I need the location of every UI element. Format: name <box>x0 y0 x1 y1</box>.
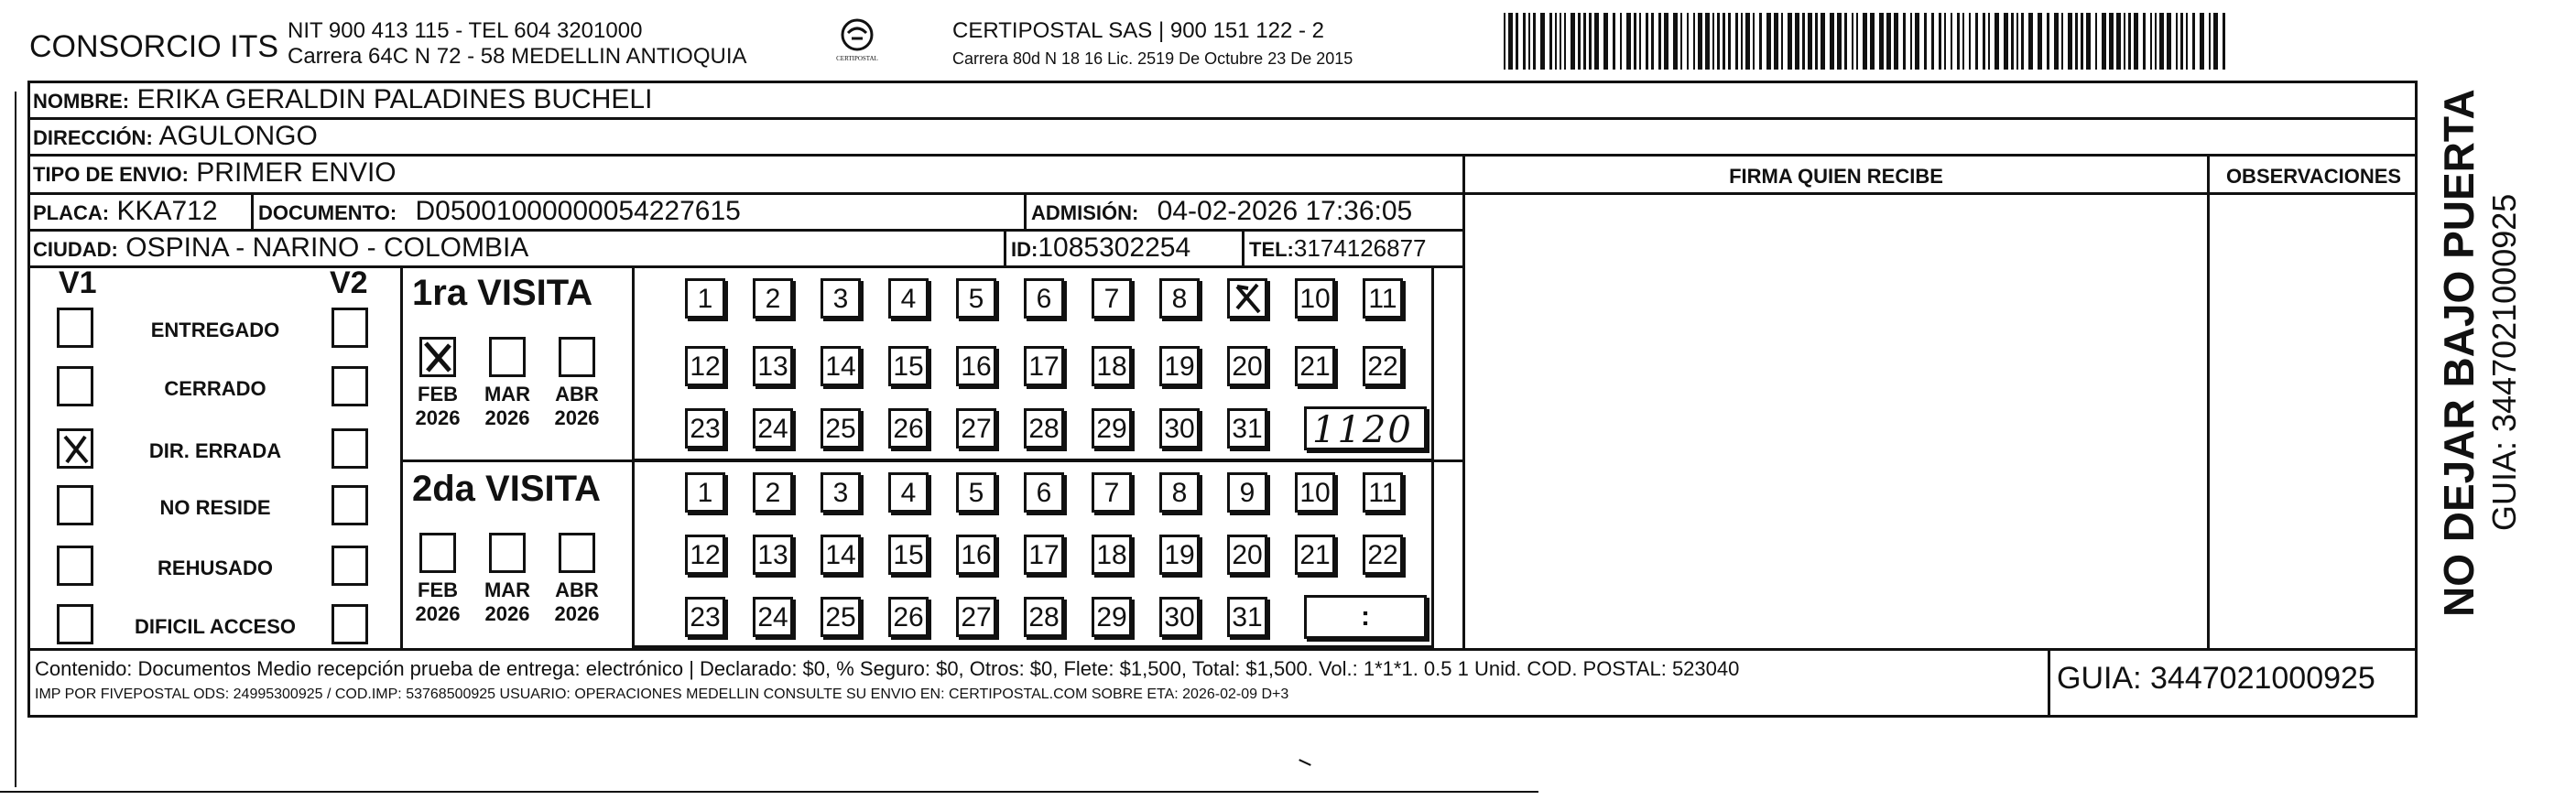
visit2-month-name: FEB <box>418 578 458 601</box>
v2-checkbox[interactable] <box>332 366 368 406</box>
visit2-day-box[interactable]: 7 <box>1092 472 1132 513</box>
nombre-row <box>33 86 652 114</box>
v1-checkbox[interactable] <box>57 485 93 525</box>
footer-guia: GUIA: 3447021000925 <box>2057 661 2375 696</box>
visit1-month-checkbox[interactable] <box>489 337 526 377</box>
visit2-day-box[interactable]: 19 <box>1159 535 1200 575</box>
visit1-month-year: 2026 <box>415 406 461 430</box>
v2-checkbox[interactable] <box>332 604 368 644</box>
visit1-day-box[interactable]: 17 <box>1024 346 1064 386</box>
visit2-day-box[interactable]: 18 <box>1092 535 1132 575</box>
company-name: CONSORCIO ITS <box>29 29 279 64</box>
visit2-day-box[interactable]: 2 <box>753 472 793 513</box>
visit1-day-box[interactable]: 8 <box>1159 278 1200 319</box>
visit1-day-box[interactable]: 29 <box>1092 408 1132 449</box>
company-address: Carrera 64C N 72 - 58 MEDELLIN ANTIOQUIA <box>288 44 747 69</box>
visit1-day-box[interactable]: 11 <box>1363 278 1403 319</box>
visit2-day-box[interactable]: 28 <box>1024 597 1064 637</box>
visit2-day-box[interactable]: 10 <box>1295 472 1335 513</box>
tel-row <box>1249 236 1427 260</box>
visit2-time-placeholder: : <box>1361 601 1370 632</box>
carrier-name: CERTIPOSTAL SAS | 900 151 122 - 2 <box>952 18 1324 43</box>
visit2-day-box[interactable]: 8 <box>1159 472 1200 513</box>
visit1-month-label <box>546 383 608 431</box>
footer-imp: IMP POR FIVEPOSTAL ODS: 24995300925 / COD.IMP: 53768500925 USUARIO: OPERACIONES MEDELLIN CONSULTE SU ENVIO EN: CERTIPOSTAL.COM SOBRE ETA: 2026-02-09 D+3 <box>35 686 1289 702</box>
visit2-day-box[interactable]: 29 <box>1092 597 1132 637</box>
visit2-month-label <box>476 578 538 627</box>
status-label: NO RESIDE <box>159 496 271 519</box>
nombre-label: NOMBRE: <box>33 90 130 113</box>
v2-checkbox[interactable] <box>332 485 368 525</box>
placa-row <box>33 198 218 225</box>
visit2-day-box[interactable]: 27 <box>956 597 996 637</box>
carrier-address: Carrera 80d N 18 16 Lic. 2519 De Octubre 23 De 2015 <box>952 49 1353 68</box>
v1-checkbox[interactable] <box>57 366 93 406</box>
logo-text: CERTIPOSTAL <box>836 55 878 62</box>
barcode <box>1502 0 2234 82</box>
id-value: 1085302254 <box>1038 232 1191 263</box>
v2-checkbox[interactable] <box>332 428 368 469</box>
certipostal-logo <box>828 16 886 68</box>
visit2-month-name: MAR <box>484 578 531 601</box>
visit2-day-box[interactable]: 5 <box>956 472 996 513</box>
visit1-month-checkbox[interactable] <box>419 337 456 377</box>
visit2-day-box[interactable]: 14 <box>821 535 861 575</box>
company-nit-tel: NIT 900 413 115 - TEL 604 3201000 <box>288 18 643 43</box>
visit1-month-checkbox[interactable] <box>559 337 595 377</box>
status-label: DIFICIL ACCESO <box>134 615 296 638</box>
visit1-day-box[interactable]: 14 <box>821 346 861 386</box>
visit1-day-box[interactable]: 3 <box>821 278 861 319</box>
visit1-day-box[interactable]: 27 <box>956 408 996 449</box>
scan-mark <box>1299 759 1311 766</box>
observaciones-header: OBSERVACIONES <box>2225 165 2402 188</box>
visit1-day-box[interactable]: 1 <box>685 278 725 319</box>
v1-header: V1 <box>59 265 97 300</box>
visit2-day-box[interactable]: 26 <box>888 597 929 637</box>
visit1-day-box[interactable]: 15 <box>888 346 929 386</box>
side-no-dejar: NO DEJAR BAJO PUERTA <box>2435 89 2483 617</box>
visit2-day-box[interactable]: 24 <box>753 597 793 637</box>
visit2-day-box[interactable]: 21 <box>1295 535 1335 575</box>
v1-checkbox[interactable] <box>57 546 93 586</box>
tel-value: 3174126877 <box>1293 234 1427 262</box>
ciudad-row <box>33 234 528 262</box>
v1-checkbox[interactable] <box>57 604 93 644</box>
visit1-day-box[interactable]: 24 <box>753 408 793 449</box>
visit2-day-box[interactable]: 23 <box>685 597 725 637</box>
firma-header: FIRMA QUIEN RECIBE <box>1729 165 1943 188</box>
visit2-month-label <box>546 578 608 627</box>
direccion-label: DIRECCIÓN: <box>33 126 153 149</box>
visit1-month-label <box>476 383 538 431</box>
visit2-month-checkbox[interactable] <box>489 533 526 573</box>
v1-checkbox[interactable] <box>57 308 93 348</box>
tipo-row <box>33 159 397 187</box>
status-label: ENTREGADO <box>150 319 280 341</box>
v2-checkbox[interactable] <box>332 308 368 348</box>
visit1-day-box[interactable] <box>1227 278 1267 319</box>
visit1-day-box[interactable]: 18 <box>1092 346 1132 386</box>
documento-label: DOCUMENTO: <box>258 201 397 224</box>
visit2-day-box[interactable]: 20 <box>1227 535 1267 575</box>
visit2-day-box[interactable]: 11 <box>1363 472 1403 513</box>
visit1-day-box[interactable]: 2 <box>753 278 793 319</box>
visit1-day-box[interactable]: 22 <box>1363 346 1403 386</box>
visit1-day-box[interactable]: 23 <box>685 408 725 449</box>
visit1-day-box[interactable]: 31 <box>1227 408 1267 449</box>
visit1-month-name: FEB <box>418 383 458 405</box>
visit2-day-box[interactable]: 12 <box>685 535 725 575</box>
visit2-month-checkbox[interactable] <box>559 533 595 573</box>
footer-contenido: Contenido: Documentos Medio recepción prueba de entrega: electrónico | Declarado: $0, % Seguro: $0, Otros: $0, Flete: $1,500, Total: $1,500. Vol.: 1*1*1. 0.5 1 Unid. COD. POSTAL: 523040 <box>35 657 1740 680</box>
visit2-day-box[interactable]: 3 <box>821 472 861 513</box>
ciudad-label: CIUDAD: <box>33 238 118 261</box>
status-label: REHUSADO <box>158 557 273 579</box>
documento-row <box>258 198 741 225</box>
visit1-title: 1ra VISITA <box>412 273 593 313</box>
tel-label: TEL: <box>1249 238 1294 261</box>
admision-value: 04-02-2026 17:36:05 <box>1157 196 1413 226</box>
visit1-month-year: 2026 <box>554 406 600 430</box>
visit1-month-name: ABR <box>555 383 599 405</box>
visit2-day-box[interactable]: 9 <box>1227 472 1267 513</box>
placa-value: KKA712 <box>116 196 218 226</box>
v2-header: V2 <box>330 265 368 300</box>
ciudad-value: OSPINA - NARINO - COLOMBIA <box>125 232 529 263</box>
visit2-title: 2da VISITA <box>412 469 601 509</box>
visit1-day-box[interactable]: 19 <box>1159 346 1200 386</box>
admision-row <box>1031 198 1412 225</box>
id-row <box>1011 234 1190 262</box>
visit1-day-box[interactable]: 30 <box>1159 408 1200 449</box>
visit1-day-box[interactable]: 4 <box>888 278 929 319</box>
visit2-day-box[interactable]: 13 <box>753 535 793 575</box>
visit1-day-box[interactable]: 10 <box>1295 278 1335 319</box>
admision-label: ADMISIÓN: <box>1031 201 1139 224</box>
visit2-month-year: 2026 <box>484 602 530 626</box>
visit1-day-box[interactable]: 28 <box>1024 408 1064 449</box>
visit2-day-box[interactable]: 31 <box>1227 597 1267 637</box>
visit1-month-label <box>407 383 469 431</box>
visit1-day-box[interactable]: 20 <box>1227 346 1267 386</box>
visit1-day-box[interactable]: 6 <box>1024 278 1064 319</box>
status-label: DIR. ERRADA <box>148 439 282 462</box>
visit2-day-box[interactable]: 22 <box>1363 535 1403 575</box>
visit2-day-box[interactable]: 1 <box>685 472 725 513</box>
visit1-handwritten-time: 1120 <box>1312 409 1413 451</box>
visit1-day-box[interactable]: 5 <box>956 278 996 319</box>
tipo-label: TIPO DE ENVIO: <box>33 163 189 186</box>
visit2-month-year: 2026 <box>554 602 600 626</box>
visit2-day-box[interactable]: 4 <box>888 472 929 513</box>
direccion-row <box>33 123 318 150</box>
visit1-month-name: MAR <box>484 383 531 405</box>
side-guia: GUIA: 3447021000925 <box>2485 193 2523 531</box>
visit2-month-name: ABR <box>555 578 599 601</box>
visit1-day-box[interactable]: 25 <box>821 408 861 449</box>
visit1-day-box[interactable]: 7 <box>1092 278 1132 319</box>
visit2-day-box[interactable]: 6 <box>1024 472 1064 513</box>
tipo-value: PRIMER ENVIO <box>196 157 397 188</box>
visit2-month-label <box>407 578 469 627</box>
placa-label: PLACA: <box>33 201 110 224</box>
visit2-time-box <box>1304 595 1427 639</box>
visit2-day-box[interactable]: 15 <box>888 535 929 575</box>
id-label: ID: <box>1011 238 1038 261</box>
v2-checkbox[interactable] <box>332 546 368 586</box>
visit1-day-box[interactable]: 12 <box>685 346 725 386</box>
visit1-day-box[interactable]: 21 <box>1295 346 1335 386</box>
v1-checkbox[interactable] <box>57 428 93 469</box>
visit1-day-box[interactable]: 16 <box>956 346 996 386</box>
visit1-day-box[interactable]: 26 <box>888 408 929 449</box>
nombre-value: ERIKA GERALDIN PALADINES BUCHELI <box>136 84 653 114</box>
visit2-day-box[interactable]: 30 <box>1159 597 1200 637</box>
visit2-month-year: 2026 <box>415 602 461 626</box>
visit1-day-box[interactable]: 13 <box>753 346 793 386</box>
visit2-month-checkbox[interactable] <box>419 533 456 573</box>
visit1-month-year: 2026 <box>484 406 530 430</box>
visit2-day-box[interactable]: 16 <box>956 535 996 575</box>
visit1-time-box <box>1304 406 1427 450</box>
documento-value: D05001000000054227615 <box>415 196 741 226</box>
visit2-day-box[interactable]: 25 <box>821 597 861 637</box>
visit2-day-box[interactable]: 17 <box>1024 535 1064 575</box>
direccion-value: AGULONGO <box>158 121 318 151</box>
status-label: CERRADO <box>164 377 266 400</box>
